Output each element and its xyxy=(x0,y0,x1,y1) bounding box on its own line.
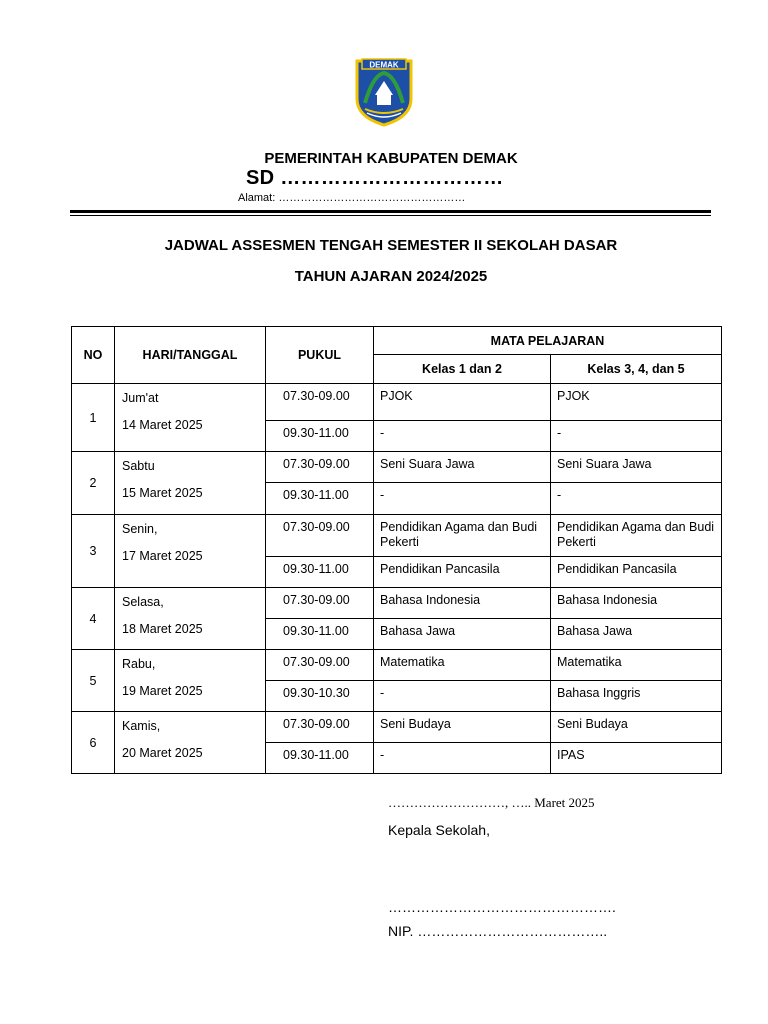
subject-class-3-4-5: Bahasa Inggris xyxy=(551,681,722,712)
row-number: 4 xyxy=(72,588,115,650)
day-date-cell xyxy=(115,452,266,515)
exam-date: 14 Maret 2025 xyxy=(122,418,203,432)
time-slot: 07.30-09.00 xyxy=(266,452,374,483)
svg-text:DEMAK: DEMAK xyxy=(369,60,399,70)
day-name: Rabu, xyxy=(122,657,156,671)
subject-class-1-2: PJOK xyxy=(374,384,551,421)
subject-class-1-2: Matematika xyxy=(374,650,551,681)
time-slot: 09.30-11.00 xyxy=(266,421,374,452)
subject-class-1-2: Bahasa Indonesia xyxy=(374,588,551,619)
school-name: SD …………………………… xyxy=(246,167,504,189)
subject-class-3-4-5: Bahasa Indonesia xyxy=(551,588,722,619)
subject-class-1-2: Seni Budaya xyxy=(374,712,551,743)
subject-class-3-4-5: Matematika xyxy=(551,650,722,681)
document-title: JADWAL ASSESMEN TENGAH SEMESTER II SEKOLAH DASAR xyxy=(164,237,618,254)
subject-class-3-4-5: PJOK xyxy=(551,384,722,421)
time-slot: 07.30-09.00 xyxy=(266,588,374,619)
row-number: 2 xyxy=(72,452,115,515)
day-date-cell xyxy=(115,515,266,588)
subject-class-3-4-5: - xyxy=(551,421,722,452)
exam-date: 18 Maret 2025 xyxy=(122,622,203,636)
header-subject: MATA PELAJARAN xyxy=(374,327,722,355)
subject-class-3-4-5: Pendidikan Agama dan Budi Pekerti xyxy=(551,515,722,557)
subject-class-1-2: - xyxy=(374,421,551,452)
schedule-table xyxy=(71,326,722,774)
day-name: Senin, xyxy=(122,522,158,536)
header-day-date: HARI/TANGGAL xyxy=(115,327,266,384)
row-number: 5 xyxy=(72,650,115,712)
exam-date: 19 Maret 2025 xyxy=(122,684,203,698)
time-slot: 07.30-09.00 xyxy=(266,515,374,557)
time-slot: 07.30-09.00 xyxy=(266,650,374,681)
header-divider-thick xyxy=(70,210,711,213)
time-slot: 09.30-11.00 xyxy=(266,483,374,515)
table-row xyxy=(72,452,722,483)
subject-class-3-4-5: Pendidikan Pancasila xyxy=(551,557,722,588)
table-row xyxy=(72,588,722,619)
subject-class-1-2: - xyxy=(374,681,551,712)
exam-date: 15 Maret 2025 xyxy=(122,486,203,500)
header-no: NO xyxy=(72,327,115,384)
row-number: 6 xyxy=(72,712,115,774)
exam-date: 20 Maret 2025 xyxy=(122,746,203,760)
header-divider-thin xyxy=(70,215,711,216)
table-row xyxy=(72,712,722,743)
row-number: 1 xyxy=(72,384,115,452)
demak-emblem-icon xyxy=(353,55,415,127)
table-row xyxy=(72,384,722,421)
day-date-cell xyxy=(115,712,266,774)
document-subtitle: TAHUN AJARAN 2024/2025 xyxy=(294,268,488,285)
subject-class-3-4-5: Seni Budaya xyxy=(551,712,722,743)
table-row xyxy=(72,650,722,681)
time-slot: 09.30-11.00 xyxy=(266,619,374,650)
time-slot: 09.30-11.00 xyxy=(266,557,374,588)
time-slot: 09.30-11.00 xyxy=(266,743,374,774)
subject-class-1-2: Pendidikan Agama dan Budi Pekerti xyxy=(374,515,551,557)
signature-role: Kepala Sekolah, xyxy=(388,822,490,838)
table-row xyxy=(72,515,722,557)
time-slot: 09.30-10.30 xyxy=(266,681,374,712)
signature-nip: NIP. ………………………………….. xyxy=(388,923,608,939)
day-date-cell xyxy=(115,588,266,650)
subject-class-3-4-5: Seni Suara Jawa xyxy=(551,452,722,483)
day-name: Selasa, xyxy=(122,595,164,609)
subject-class-3-4-5: IPAS xyxy=(551,743,722,774)
government-name: PEMERINTAH KABUPATEN DEMAK xyxy=(264,150,518,167)
day-name: Sabtu xyxy=(122,459,155,473)
header-time: PUKUL xyxy=(266,327,374,384)
header-class-1-2: Kelas 1 dan 2 xyxy=(374,355,551,384)
day-name: Jum'at xyxy=(122,391,159,405)
school-address: Alamat: …………………………………………… xyxy=(238,192,466,204)
subject-class-3-4-5: - xyxy=(551,483,722,515)
subject-class-1-2: Pendidikan Pancasila xyxy=(374,557,551,588)
day-date-cell xyxy=(115,384,266,452)
subject-class-1-2: - xyxy=(374,483,551,515)
exam-date: 17 Maret 2025 xyxy=(122,549,203,563)
header-class-3-4-5: Kelas 3, 4, dan 5 xyxy=(551,355,722,384)
signature-place-date: ………………………, ….. Maret 2025 xyxy=(388,795,595,810)
time-slot: 07.30-09.00 xyxy=(266,384,374,421)
day-date-cell xyxy=(115,650,266,712)
subject-class-3-4-5: Bahasa Jawa xyxy=(551,619,722,650)
time-slot: 07.30-09.00 xyxy=(266,712,374,743)
subject-class-1-2: Seni Suara Jawa xyxy=(374,452,551,483)
signature-name-line: …………………………………………. xyxy=(388,899,616,915)
subject-class-1-2: - xyxy=(374,743,551,774)
row-number: 3 xyxy=(72,515,115,588)
subject-class-1-2: Bahasa Jawa xyxy=(374,619,551,650)
day-name: Kamis, xyxy=(122,719,161,733)
